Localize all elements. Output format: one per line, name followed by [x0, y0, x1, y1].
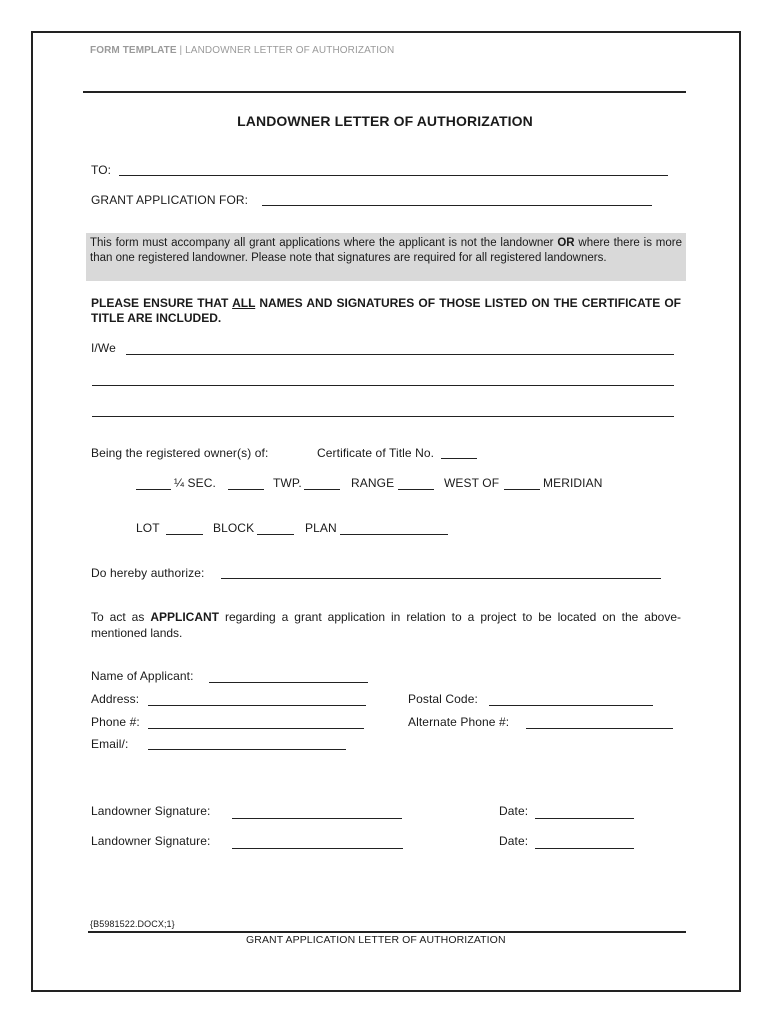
authorize-field[interactable]: [221, 578, 661, 579]
alt-phone-label: Alternate Phone #:: [408, 715, 510, 729]
west-label: WEST OF: [444, 476, 500, 490]
authorize-label: Do hereby authorize:: [91, 566, 205, 580]
cert-label: Certificate of Title No.: [317, 446, 435, 460]
address-field[interactable]: [148, 705, 366, 706]
plan-field[interactable]: [340, 534, 448, 535]
twp-field[interactable]: [304, 489, 340, 490]
phone-label: Phone #:: [91, 715, 140, 729]
iwe-label: I/We: [91, 341, 116, 355]
iwe-field-3[interactable]: [92, 416, 674, 417]
lot-label: LOT: [136, 521, 160, 535]
to-label: TO:: [91, 163, 112, 177]
to-field[interactable]: [119, 175, 668, 176]
address-label: Address:: [91, 692, 140, 706]
lot-field[interactable]: [166, 534, 203, 535]
twp-label: TWP.: [273, 476, 302, 490]
date-label-1: Date:: [499, 804, 529, 818]
notice-box: [86, 233, 686, 281]
ensure-notice: PLEASE ENSURE THAT ALL NAMES AND SIGNATURES OF THOSE LISTED ON THE CERTIFICATE OF TITLE ARE INCLUDED.: [91, 296, 681, 325]
header-prefix: FORM TEMPLATE: [90, 45, 177, 56]
footer-title: GRANT APPLICATION LETTER OF AUTHORIZATION: [246, 934, 506, 946]
west-field[interactable]: [504, 489, 540, 490]
sec-label: ¼ SEC.: [174, 476, 216, 490]
postal-field[interactable]: [489, 705, 653, 706]
header-divider: [83, 91, 686, 93]
signature-label-2: Landowner Signature:: [91, 834, 211, 848]
sec-field[interactable]: [136, 489, 171, 490]
range-label: RANGE: [351, 476, 395, 490]
iwe-field-2[interactable]: [92, 385, 674, 386]
iwe-field-1[interactable]: [126, 354, 674, 355]
applicant-name-label: Name of Applicant:: [91, 669, 194, 683]
grant-field[interactable]: [262, 205, 652, 206]
email-field[interactable]: [148, 749, 346, 750]
range-field[interactable]: [398, 489, 434, 490]
document-id: {B5981522.DOCX;1}: [90, 919, 175, 929]
owner-label: Being the registered owner(s) of:: [91, 446, 269, 460]
alt-phone-field[interactable]: [526, 728, 673, 729]
phone-field[interactable]: [148, 728, 364, 729]
date-field-1[interactable]: [535, 818, 634, 819]
page-title: LANDOWNER LETTER OF AUTHORIZATION: [237, 113, 533, 129]
notice-text: This form must accompany all grant applications where the applicant is not the landowner OR where there is more than one registered landowner. Please note that signatures are required for all registered landowners.: [90, 237, 682, 264]
cert-field[interactable]: [441, 458, 477, 459]
signature-label-1: Landowner Signature:: [91, 804, 211, 818]
postal-label: Postal Code:: [408, 692, 478, 706]
block-label: BLOCK: [213, 521, 255, 535]
twp-prefix-field[interactable]: [228, 489, 264, 490]
date-label-2: Date:: [499, 834, 529, 848]
applicant-paragraph: To act as APPLICANT regarding a grant application in relation to a project to be located on the above-mentioned lands.: [91, 610, 682, 640]
signature-field-1[interactable]: [232, 818, 402, 819]
form-header: [90, 45, 394, 56]
email-label: Email/:: [91, 737, 129, 751]
plan-label: PLAN: [305, 521, 337, 535]
header-title: LANDOWNER LETTER OF AUTHORIZATION: [185, 45, 395, 56]
grant-label: GRANT APPLICATION FOR:: [91, 193, 249, 207]
block-field[interactable]: [257, 534, 294, 535]
date-field-2[interactable]: [535, 848, 634, 849]
meridian-label: MERIDIAN: [543, 476, 603, 490]
signature-field-2[interactable]: [232, 848, 403, 849]
header-separator: |: [176, 45, 186, 56]
applicant-name-field[interactable]: [209, 682, 368, 683]
footer-divider: [88, 931, 686, 933]
